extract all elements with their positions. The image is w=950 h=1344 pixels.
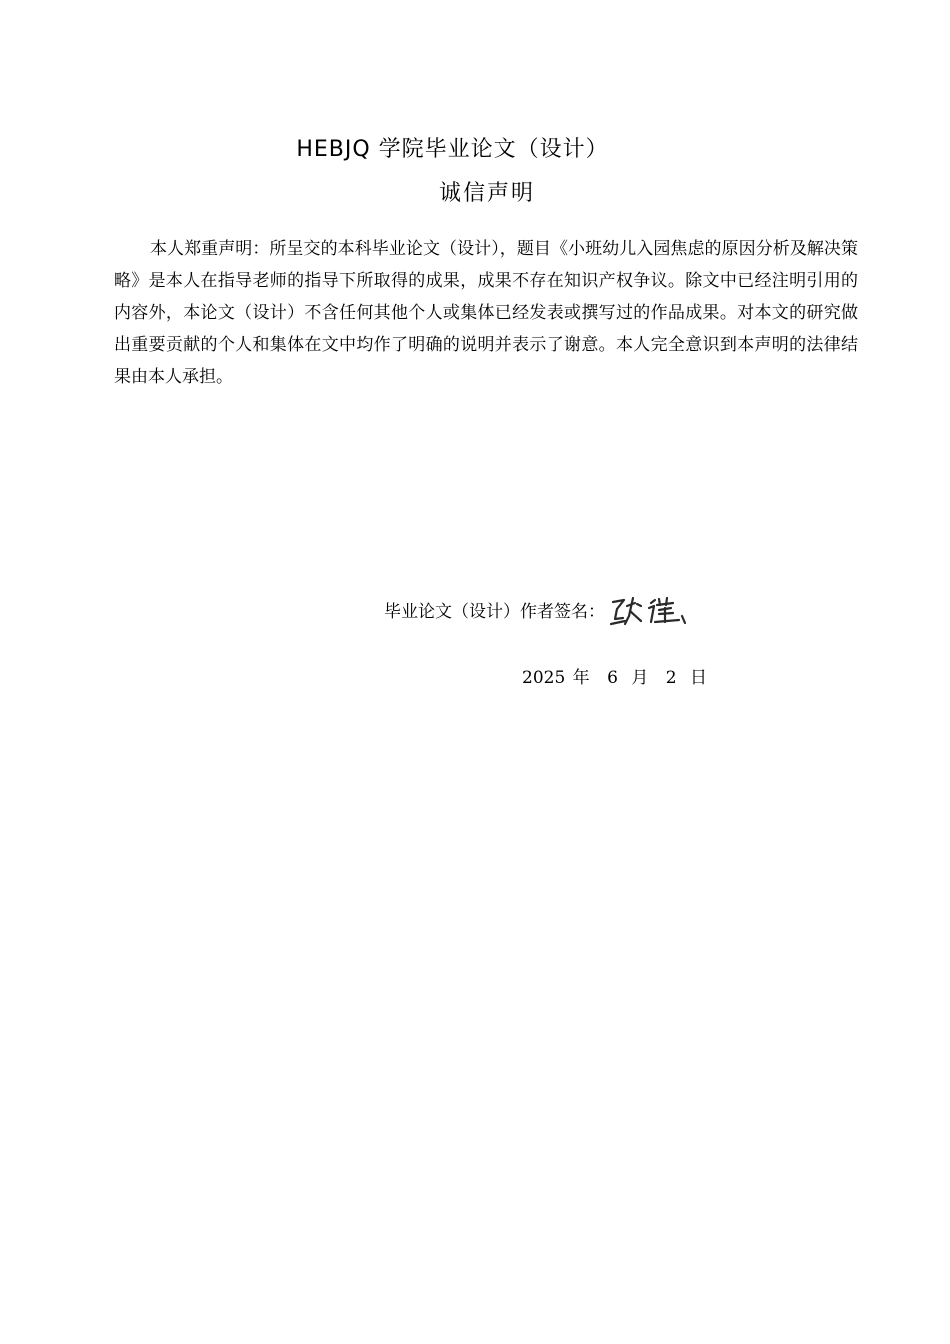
document-title: HEBJQ 学院毕业论文（设计） bbox=[296, 137, 609, 162]
declaration-body: 本人郑重声明：所呈交的本科毕业论文（设计），题目《小班幼儿入园焦虑的原因分析及解决策略》是本人在指导老师的指导下所取得的成果，成果不存在知识产权争议。除文中已经注明引用的内容外，本论文（设计）不含任何其他个人或集体已经发表或撰写过的作品成果。对本文的研究做出重要贡献的个人和集体在文中均作了明确的说明并表示了谢意。本人完全意识到本声明的法律结果由本人承担。 bbox=[114, 239, 858, 387]
signature-drawing bbox=[607, 594, 703, 630]
document-subtitle: 诚信声明 bbox=[438, 181, 535, 206]
signature-line bbox=[384, 594, 703, 630]
date-year: 2025 bbox=[522, 668, 566, 688]
signature-label: 毕业论文（设计）作者签名： bbox=[384, 602, 605, 622]
handwritten-signature bbox=[607, 594, 703, 630]
date-year-unit: 年 bbox=[572, 668, 590, 688]
signature-date bbox=[522, 664, 707, 692]
date-day: 2 bbox=[665, 668, 677, 688]
date-month: 6 bbox=[607, 668, 618, 688]
date-day-unit: 日 bbox=[689, 668, 707, 688]
date-month-unit: 月 bbox=[631, 668, 649, 688]
